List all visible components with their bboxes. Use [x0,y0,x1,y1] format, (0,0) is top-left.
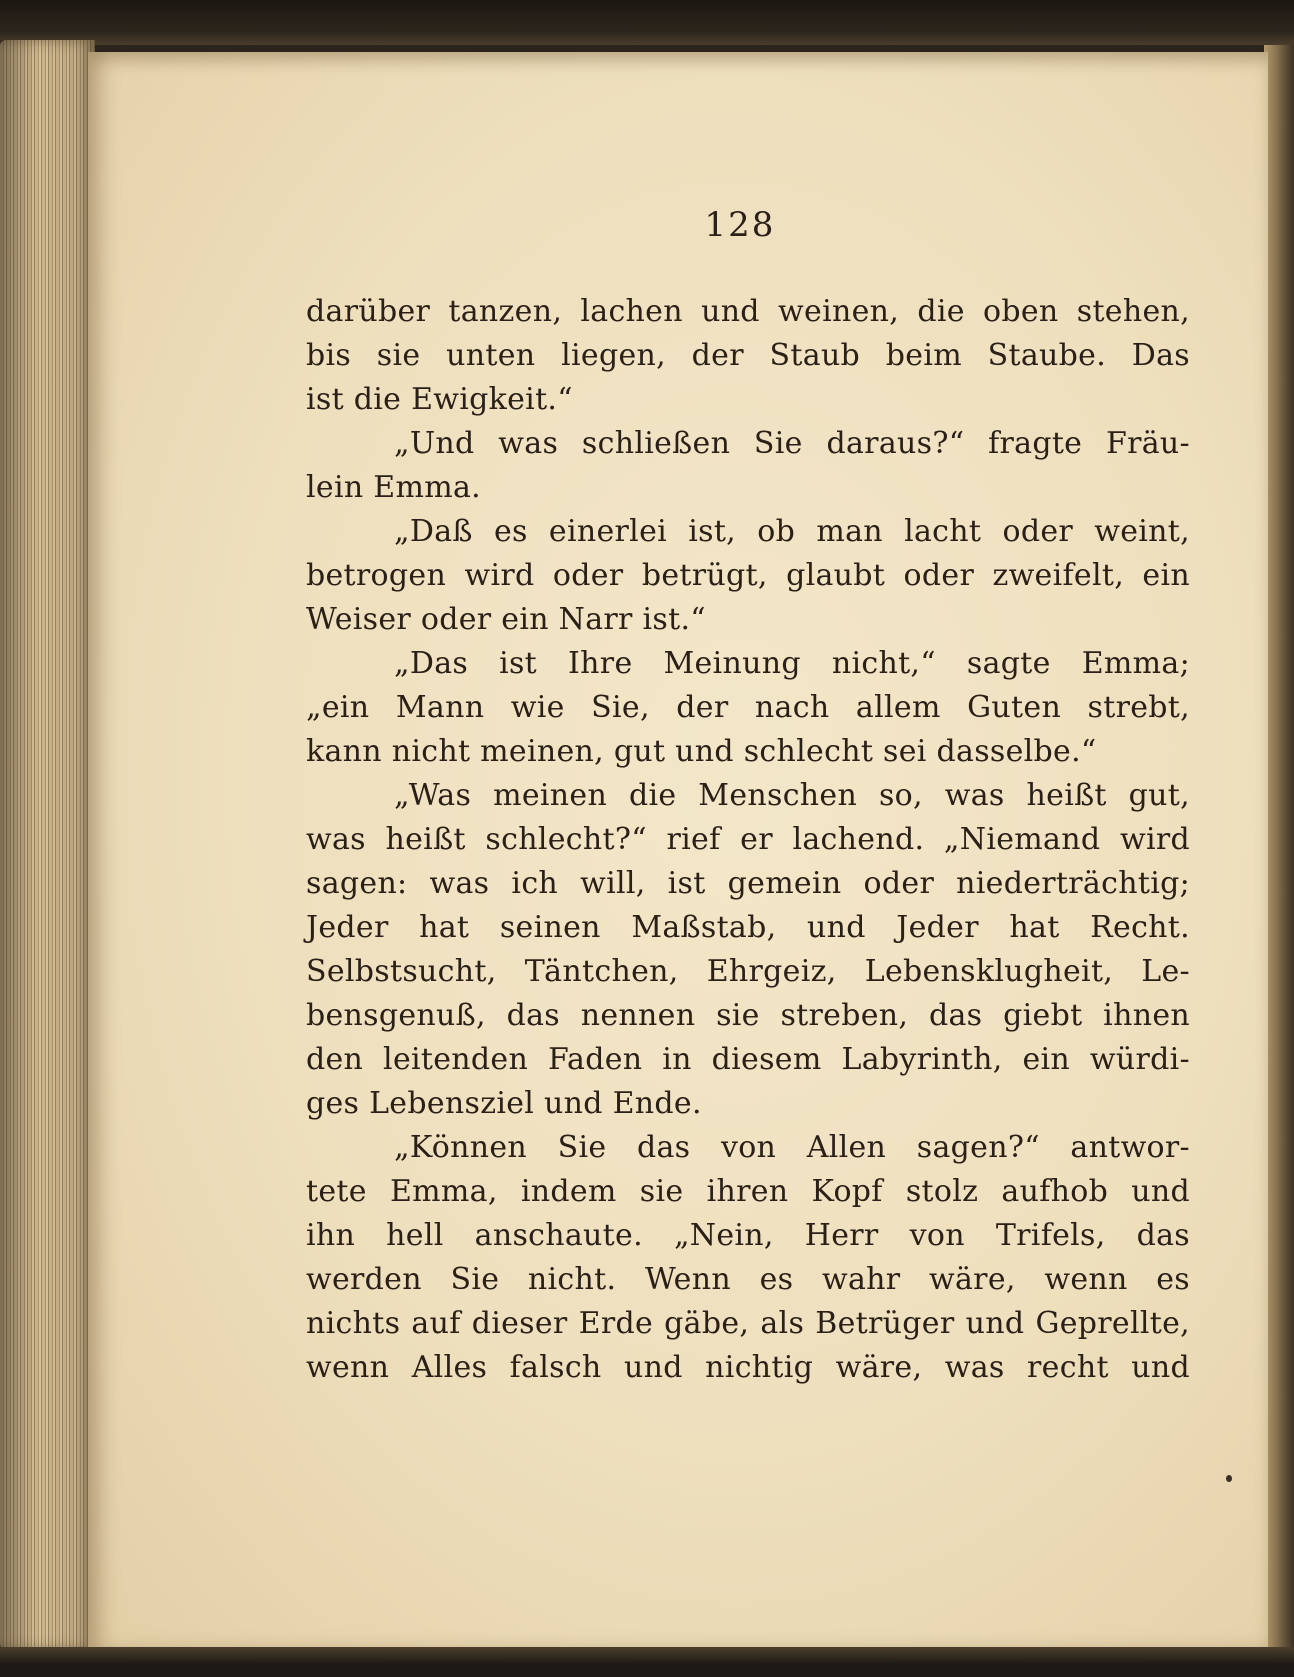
book-gutter-right [1264,45,1294,1655]
text-line: bensgenuß, das nennen sie streben, das giebt ihnen [306,998,1190,1033]
text-line: kann nicht meinen, gut und schlecht sei dasselbe.“ [306,734,1097,769]
text-line: nichts auf dieser Erde gäbe, als Betrüger und Geprellte, [306,1306,1190,1341]
text-line: wenn Alles falsch und nichtig wäre, was recht und [306,1350,1190,1385]
text-line: „Was meinen die Menschen so, was heißt gut, [394,778,1190,813]
text-line: betrogen wird oder betrügt, glaubt oder zweifelt, ein [306,558,1190,593]
text-line: bis sie unten liegen, der Staub beim Staube. Das [306,338,1190,373]
text-line: darüber tanzen, lachen und weinen, die oben stehen, [306,294,1190,329]
book-cover-top [0,0,1294,45]
text-line: „Das ist Ihre Meinung nicht,“ sagte Emma; [394,646,1190,681]
paper-speck [1226,1475,1232,1482]
text-line: Jeder hat seinen Maßstab, und Jeder hat Recht. [306,910,1190,945]
text-line: ihn hell anschaute. „Nein, Herr von Trifels, das [306,1218,1190,1253]
text-line: den leitenden Faden in diesem Labyrinth, ein würdi- [306,1042,1190,1077]
text-line: ges Lebensziel und Ende. [306,1086,702,1121]
text-line: ist die Ewigkeit.“ [306,382,573,417]
text-line: sagen: was ich will, ist gemein oder niederträchtig; [306,866,1190,901]
text-line: was heißt schlecht?“ rief er lachend. „Niemand wird [306,822,1190,857]
text-line: „Können Sie das von Allen sagen?“ antwor- [394,1130,1190,1165]
text-line: „Und was schließen Sie daraus?“ fragte Fräu- [394,426,1190,461]
text-line: lein Emma. [306,470,482,505]
text-line: werden Sie nicht. Wenn es wahr wäre, wenn es [306,1262,1190,1297]
text-line: tete Emma, indem sie ihren Kopf stolz aufhob und [306,1174,1190,1209]
text-line: „ein Mann wie Sie, der nach allem Guten strebt, [306,690,1190,725]
text-line: „Daß es einerlei ist, ob man lacht oder weint, [394,514,1190,549]
text-line: Selbstsucht, Täntchen, Ehrgeiz, Lebensklugheit, Le- [306,954,1190,989]
body-text [306,290,1190,1390]
page-edges-shadow [0,40,95,1650]
text-line: Weiser oder ein Narr ist.“ [306,602,706,637]
page-number: 128 [704,205,776,245]
book-cover-bottom [0,1647,1294,1677]
